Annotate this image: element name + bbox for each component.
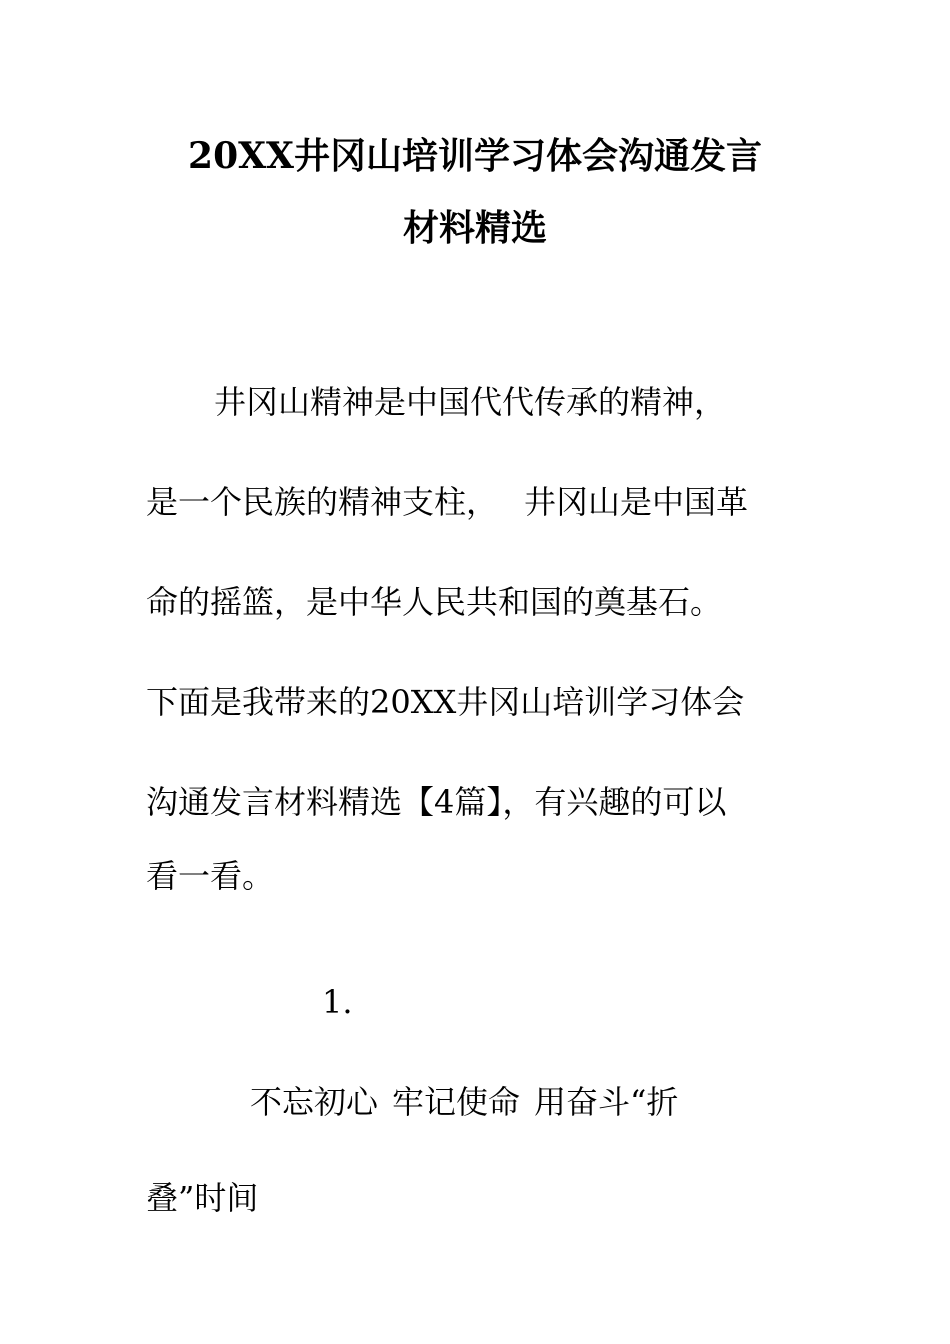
section-heading-part-1: 不忘初心 <box>250 1083 379 1121</box>
document-title-line-1: 20XX井冈山培训学习体会沟通发言 <box>188 135 762 177</box>
intro-line-4: 下面是我带来的20XX井冈山培训学习体会 <box>146 683 745 721</box>
intro-line-3: 命的摇篮，是中华人民共和国的奠基石。 <box>146 583 723 621</box>
section-heading-part-3: 用奋斗“折 <box>534 1083 679 1121</box>
section-heading-part-2: 牢记使命 <box>392 1083 521 1121</box>
document-title-line-2: 材料精选 <box>402 207 547 249</box>
intro-line-1: 井冈山精神是中国代代传承的精神， <box>214 383 727 421</box>
section-heading-continued: 叠”时间 <box>146 1179 259 1217</box>
intro-line-2-part-2: 井冈山是中国革 <box>524 483 749 521</box>
intro-line-6: 看一看。 <box>146 857 275 895</box>
section-heading <box>250 1082 678 1122</box>
intro-line-5: 沟通发言材料精选【4篇】，有兴趣的可以 <box>146 783 727 821</box>
intro-line-2-part-1: 是一个民族的精神支柱， <box>146 483 499 521</box>
intro-line-2 <box>146 482 748 522</box>
section-number: 1. <box>322 983 353 1021</box>
